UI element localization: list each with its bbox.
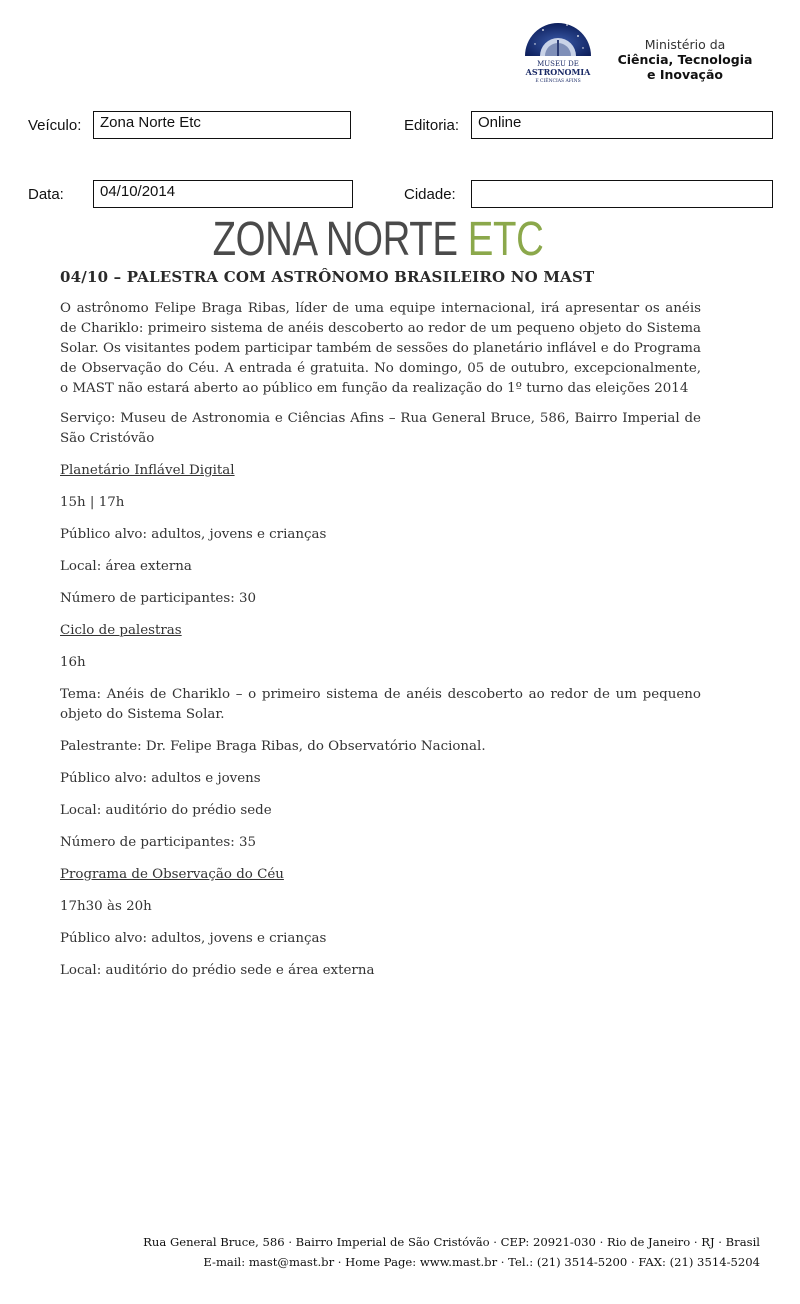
ministry-line-2: Ciência, Tecnologia xyxy=(617,52,753,67)
observacao-line: Local: auditório do prédio sede e área externa xyxy=(60,963,375,978)
data-field[interactable]: 04/10/2014 xyxy=(93,180,353,208)
palestras-line: Local: auditório do prédio sede xyxy=(60,803,272,818)
section-title-planetario: Planetário Inflável Digital xyxy=(60,463,235,478)
article-headline: 04/10 – PALESTRA COM ASTRÔNOMO BRASILEIRO NO MAST xyxy=(60,268,595,286)
article xyxy=(60,268,701,993)
data-label: Data: xyxy=(28,186,64,203)
article-intro: O astrônomo Felipe Braga Ribas, líder de uma equipe internacional, irá apresentar os anéis de Chariklo: primeiro sistema de anéis descoberto ao redor de um pequeno objeto do Sistema Solar. Os visitantes podem participar também de sessões do planetário inflável e do Programa de Observação do Céu. A entrada é gratuita. No domingo, 05 de outubro, excepcionalmente, o MAST não estará aberto ao público em função da realização do 1º turno das eleições 2014 xyxy=(60,301,701,396)
planetario-line: 15h | 17h xyxy=(60,495,125,510)
zona-norte-etc-masthead xyxy=(74,212,682,267)
observacao-line: Público alvo: adultos, jovens e crianças xyxy=(60,931,327,946)
ministry-line-1: Ministério da xyxy=(644,37,726,52)
ministry-logo-text xyxy=(610,37,760,82)
veiculo-label: Veículo: xyxy=(28,117,82,134)
logo-line-2: ASTRONOMIA xyxy=(525,67,591,77)
article-servico: Serviço: Museu de Astronomia e Ciências Afins – Rua General Bruce, 586, Bairro Imperial de São Cristóvão xyxy=(60,411,701,446)
palestras-line: Tema: Anéis de Chariklo – o primeiro sistema de anéis descoberto ao redor de um pequeno objeto do Sistema Solar. xyxy=(60,687,701,722)
editoria-field[interactable]: Online xyxy=(471,111,773,139)
cidade-label: Cidade: xyxy=(404,186,456,203)
section-title-ciclo-palestras: Ciclo de palestras xyxy=(60,623,182,638)
veiculo-field[interactable]: Zona Norte Etc xyxy=(93,111,351,139)
footer-line-1: Rua General Bruce, 586 · Bairro Imperial de São Cristóvão · CEP: 20921-030 · Rio de Janeiro · RJ · Brasil xyxy=(143,1235,760,1249)
palestras-line: Público alvo: adultos e jovens xyxy=(60,771,261,786)
museu-astronomia-logo xyxy=(523,16,593,86)
section-title-observacao: Programa de Observação do Céu xyxy=(60,867,284,882)
logo-line-3: E CIÊNCIAS AFINS xyxy=(535,79,581,84)
masthead-etc: ETC xyxy=(467,213,544,266)
planetario-line: Número de participantes: 30 xyxy=(60,591,257,606)
editoria-label: Editoria: xyxy=(404,117,460,134)
logo-line-1: MUSEU DE xyxy=(537,60,579,68)
planetario-line: Local: área externa xyxy=(60,559,192,574)
footer-address xyxy=(143,1232,760,1272)
footer-line-2: E-mail: mast@mast.br · Home Page: www.mast.br · Tel.: (21) 3514-5200 · FAX: (21) 3514-5204 xyxy=(203,1255,760,1269)
palestras-line: Palestrante: Dr. Felipe Braga Ribas, do Observatório Nacional. xyxy=(60,739,486,754)
planetario-line: Público alvo: adultos, jovens e crianças xyxy=(60,527,327,542)
observacao-line: 17h30 às 20h xyxy=(60,899,152,914)
ministry-line-3: e Inovação xyxy=(647,67,723,82)
palestras-line: Número de participantes: 35 xyxy=(60,835,257,850)
palestras-line: 16h xyxy=(60,655,86,670)
masthead-main: ZONA NORTE xyxy=(212,213,468,266)
cidade-field[interactable] xyxy=(471,180,773,208)
